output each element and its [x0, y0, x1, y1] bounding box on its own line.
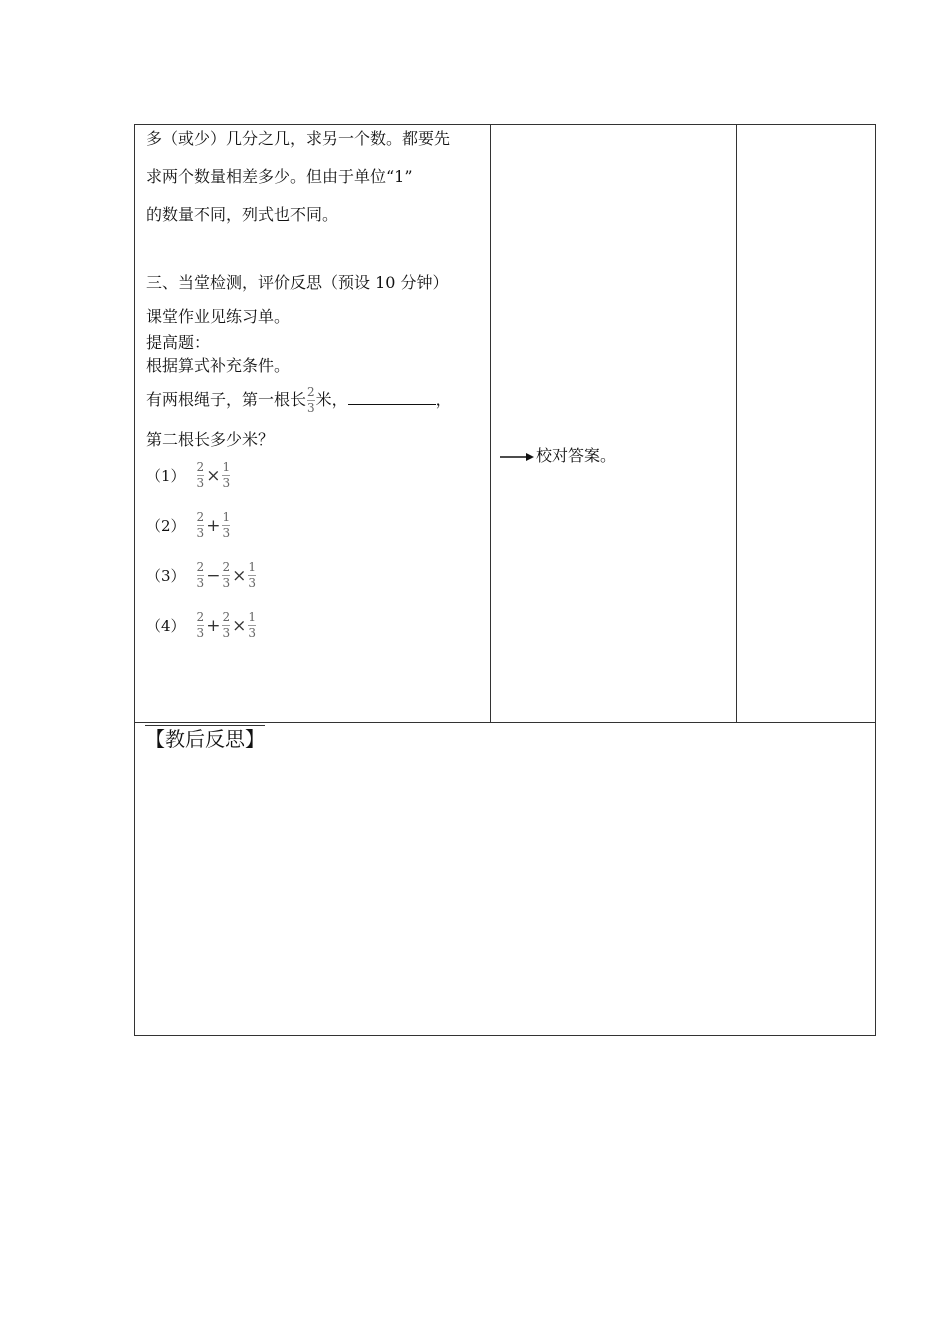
- problem-line-1: [146, 383, 452, 417]
- arrow-right-icon: [500, 452, 534, 462]
- paragraph-line-2: 求两个数量相差多少。但由于单位“1”: [146, 167, 413, 186]
- reflection-title: 【教后反思】: [145, 727, 265, 751]
- fraction-two-thirds: $\frac{2}{3}$: [222, 560, 231, 590]
- column-divider-2: [736, 125, 737, 722]
- fraction-two-thirds: $\frac{2}{3}$: [196, 510, 205, 540]
- multiply-sign: ×: [232, 615, 247, 636]
- fraction-one-third: $\frac{1}{3}$: [248, 610, 256, 640]
- problem-comma: ，: [435, 390, 452, 409]
- check-answers-text: 校对答案。: [536, 446, 617, 465]
- plus-sign: +: [206, 615, 221, 636]
- homework-text: 课堂作业见练习单。: [146, 307, 291, 326]
- row-divider: [135, 722, 875, 723]
- fraction-two-thirds: $\frac{2}{3}$: [307, 385, 315, 415]
- fraction-one-third: $\frac{1}{3}$: [248, 560, 256, 590]
- paragraph-line-1: 多（或少）几分之几，求另一个数。都要先: [146, 129, 451, 148]
- section-3-title: 三、当堂检测，评价反思（预设 10 分钟）: [146, 273, 449, 292]
- problem-prefix: 有两根绳子，第一根长: [146, 390, 307, 409]
- minus-sign: −: [206, 565, 221, 586]
- fraction-two-thirds: $\frac{2}{3}$: [222, 610, 231, 640]
- option-4: （4） $\frac{2}{3}$ + $\frac{2}{3}$ × $\frac{1}{3}$: [146, 610, 256, 640]
- student-activity-note: [500, 443, 616, 466]
- option-3: （3） $\frac{2}{3}$ − $\frac{2}{3}$ × $\frac{1}{3}$: [146, 560, 256, 590]
- fraction-one-third: $\frac{1}{3}$: [222, 510, 231, 540]
- option-1: （1） $\frac{2}{3}$ × $\frac{1}{3}$: [146, 460, 231, 490]
- column-divider-1: [490, 125, 491, 722]
- fraction-two-thirds: $\frac{2}{3}$: [196, 460, 205, 490]
- teaching-content-cell: [135, 125, 490, 722]
- problem-unit: 米，: [315, 390, 348, 409]
- fill-blank: [348, 390, 436, 405]
- paragraph-line-3: 的数量不同，列式也不同。: [146, 205, 339, 224]
- problem-line-2: 第二根长多少米？: [146, 430, 275, 449]
- fraction-two-thirds: $\frac{2}{3}$: [196, 610, 205, 640]
- instruction-text: 根据算式补充条件。: [146, 356, 291, 375]
- fraction-one-third: $\frac{1}{3}$: [222, 460, 231, 490]
- fraction-two-thirds: $\frac{2}{3}$: [196, 560, 205, 590]
- lesson-table: [134, 124, 876, 1036]
- plus-sign: +: [206, 515, 221, 536]
- option-2: （2） $\frac{2}{3}$ + $\frac{1}{3}$: [146, 510, 231, 540]
- multiply-sign: ×: [206, 465, 221, 486]
- multiply-sign: ×: [232, 565, 247, 586]
- advanced-label: 提高题：: [146, 333, 211, 352]
